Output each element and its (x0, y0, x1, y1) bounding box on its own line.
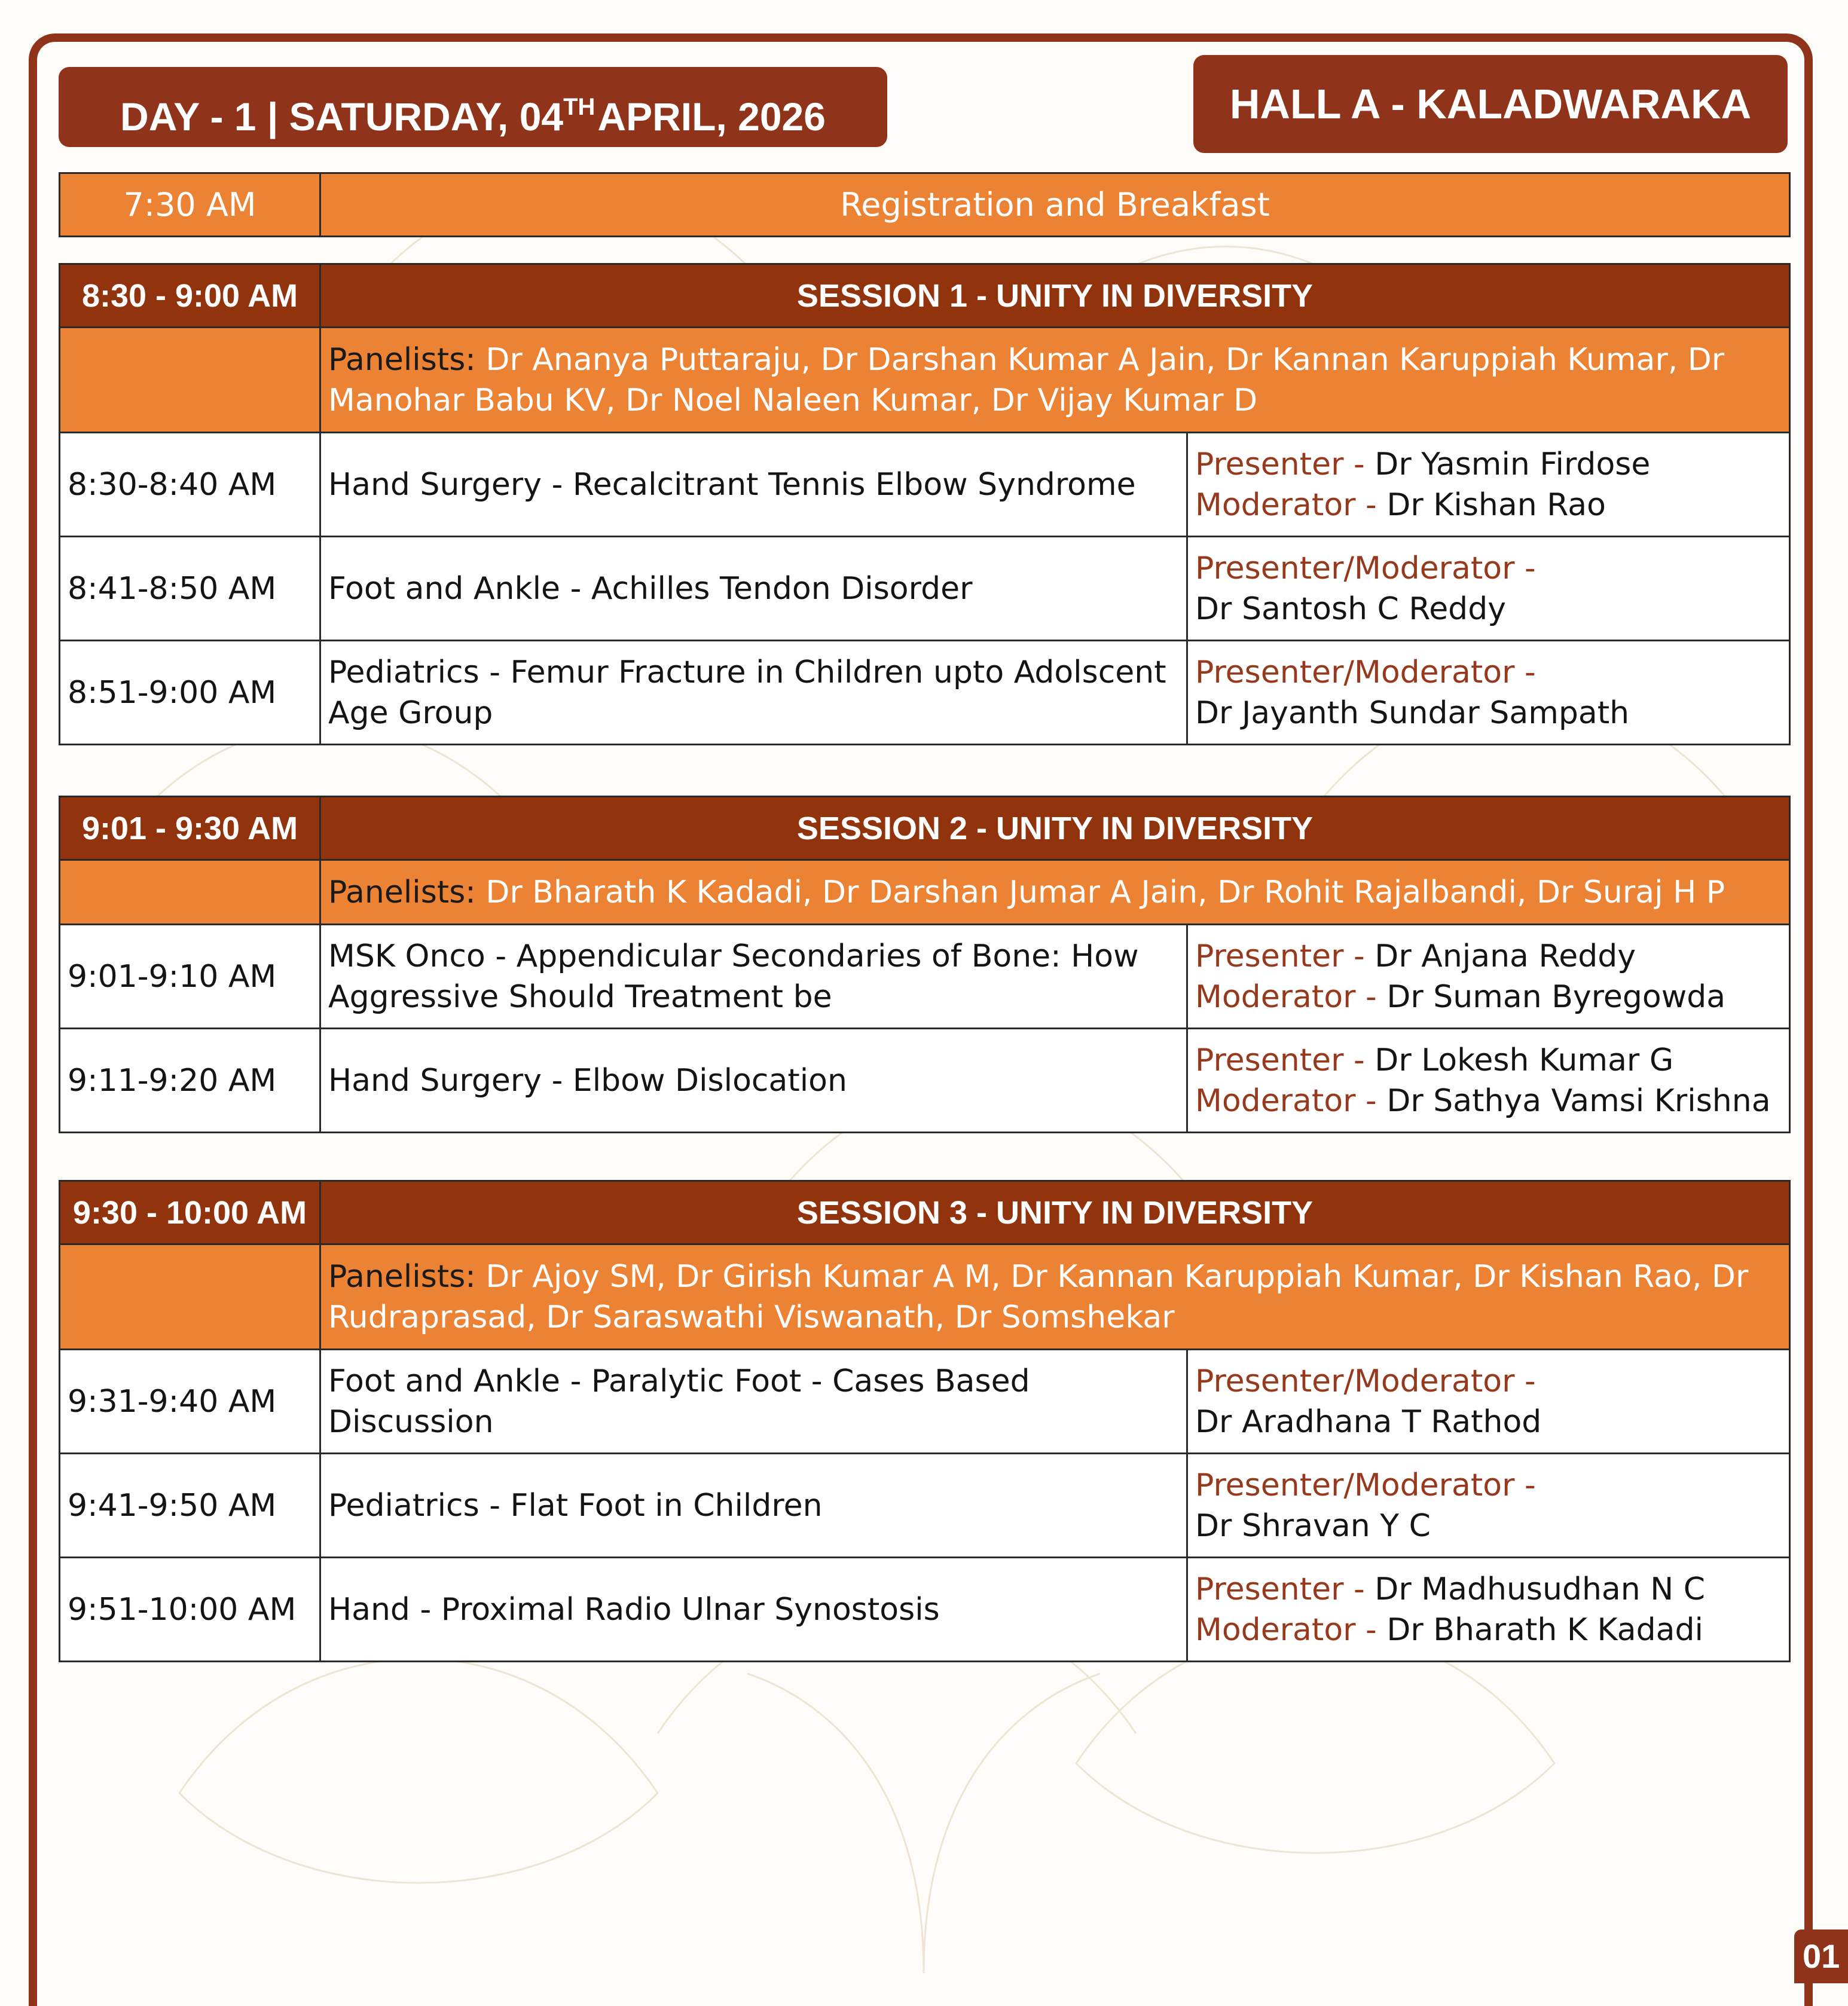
speaker-role: Moderator - (1195, 978, 1387, 1015)
talk-speakers (1187, 641, 1790, 745)
talk-time: 8:30-8:40 AM (60, 433, 320, 537)
panelists-row (60, 1244, 1790, 1350)
hall-banner: HALL A - KALADWARAKA (1193, 55, 1788, 153)
speaker-name: Dr Anjana Reddy (1374, 938, 1636, 974)
session-title: SESSION 2 - UNITY IN DIVERSITY (320, 797, 1790, 860)
registration-table (59, 172, 1791, 237)
talk-row (60, 1029, 1790, 1133)
day-suffix: TH (563, 94, 595, 120)
speaker-role: Presenter/Moderator - (1195, 550, 1536, 586)
speaker-name: Dr Yasmin Firdose (1374, 446, 1651, 482)
panelists-empty-cell (60, 328, 320, 433)
talk-speakers (1187, 925, 1790, 1029)
registration-row (60, 173, 1790, 237)
talk-speakers (1187, 433, 1790, 537)
speaker-role: Presenter - (1195, 446, 1375, 482)
panelists-cell (320, 1244, 1790, 1350)
talk-time: 9:51-10:00 AM (60, 1558, 320, 1662)
registration-label: Registration and Breakfast (320, 173, 1790, 237)
speaker-name: Dr Suman Byregowda (1386, 978, 1726, 1015)
panelists-cell (320, 328, 1790, 433)
speaker-name: Dr Aradhana T Rathod (1195, 1403, 1542, 1440)
talk-time: 9:11-9:20 AM (60, 1029, 320, 1133)
day-banner (59, 67, 887, 147)
speaker-name: Dr Lokesh Kumar G (1374, 1042, 1674, 1078)
talk-row (60, 641, 1790, 745)
panelists-row (60, 860, 1790, 925)
speaker-name: Dr Shravan Y C (1195, 1507, 1431, 1544)
speaker-role: Moderator - (1195, 1611, 1387, 1648)
speaker-role: Presenter - (1195, 1571, 1375, 1607)
talk-row (60, 537, 1790, 641)
panelists-cell (320, 860, 1790, 925)
session-1-table (59, 263, 1791, 745)
talk-speakers (1187, 1029, 1790, 1133)
talk-time: 9:01-9:10 AM (60, 925, 320, 1029)
speaker-role: Presenter/Moderator - (1195, 1467, 1536, 1503)
session-3-table (59, 1180, 1791, 1662)
speaker-name: Dr Madhusudhan N C (1374, 1571, 1705, 1607)
session-title: SESSION 1 - UNITY IN DIVERSITY (320, 264, 1790, 328)
panelists-names: Dr Ananya Puttaraju, Dr Darshan Kumar A Jain, Dr Kannan Karuppiah Kumar, Dr Manohar Babu KV, Dr Noel Naleen Kumar, Dr Vijay Kumar D (328, 341, 1725, 418)
talk-speakers (1187, 1558, 1790, 1662)
session-time: 9:30 - 10:00 AM (60, 1181, 320, 1244)
panelists-empty-cell (60, 860, 320, 925)
talk-row (60, 1350, 1790, 1454)
talk-row (60, 1558, 1790, 1662)
talk-topic: Pediatrics - Flat Foot in Children (320, 1454, 1187, 1558)
panelists-empty-cell (60, 1244, 320, 1350)
speaker-name: Dr Santosh C Reddy (1195, 591, 1506, 627)
speaker-name: Dr Kishan Rao (1386, 487, 1606, 523)
day-text: DAY - 1 | SATURDAY, 04 (120, 94, 564, 139)
speaker-name: Dr Sathya Vamsi Krishna (1386, 1082, 1771, 1119)
panelists-label: Panelists: (328, 1258, 476, 1295)
panelists-names: Dr Bharath K Kadadi, Dr Darshan Jumar A Jain, Dr Rohit Rajalbandi, Dr Suraj H P (485, 874, 1725, 910)
talk-topic: Foot and Ankle - Achilles Tendon Disorder (320, 537, 1187, 641)
talk-time: 8:41-8:50 AM (60, 537, 320, 641)
talk-speakers (1187, 537, 1790, 641)
panelists-names: Dr Ajoy SM, Dr Girish Kumar A M, Dr Kannan Karuppiah Kumar, Dr Kishan Rao, Dr Rudraprasad, Dr Saraswathi Viswanath, Dr Somshekar (328, 1258, 1749, 1335)
speaker-role: Moderator - (1195, 1082, 1387, 1119)
registration-time: 7:30 AM (60, 173, 320, 237)
panelists-label: Panelists: (328, 874, 476, 910)
talk-topic: MSK Onco - Appendicular Secondaries of Bone: How Aggressive Should Treatment be (320, 925, 1187, 1029)
talk-time: 9:31-9:40 AM (60, 1350, 320, 1454)
day-month-year: APRIL, 2026 (597, 94, 826, 139)
talk-row (60, 1454, 1790, 1558)
talk-time: 9:41-9:50 AM (60, 1454, 320, 1558)
session-header (60, 797, 1790, 860)
session-time: 8:30 - 9:00 AM (60, 264, 320, 328)
speaker-name: Dr Bharath K Kadadi (1386, 1611, 1703, 1648)
panelists-row (60, 328, 1790, 433)
speaker-role: Presenter/Moderator - (1195, 1363, 1536, 1399)
talk-topic: Foot and Ankle - Paralytic Foot - Cases Based Discussion (320, 1350, 1187, 1454)
session-header (60, 1181, 1790, 1244)
talk-time: 8:51-9:00 AM (60, 641, 320, 745)
talk-speakers (1187, 1350, 1790, 1454)
session-title: SESSION 3 - UNITY IN DIVERSITY (320, 1181, 1790, 1244)
speaker-role: Presenter/Moderator - (1195, 654, 1536, 690)
panelists-label: Panelists: (328, 341, 476, 378)
talk-speakers (1187, 1454, 1790, 1558)
speaker-role: Presenter - (1195, 1042, 1375, 1078)
speaker-role: Moderator - (1195, 487, 1387, 523)
page-number: 01 (1794, 1929, 1848, 1983)
speaker-role: Presenter - (1195, 938, 1375, 974)
session-header (60, 264, 1790, 328)
talk-row (60, 433, 1790, 537)
session-time: 9:01 - 9:30 AM (60, 797, 320, 860)
talk-topic: Hand - Proximal Radio Ulnar Synostosis (320, 1558, 1187, 1662)
speaker-name: Dr Jayanth Sundar Sampath (1195, 695, 1630, 731)
session-2-table (59, 796, 1791, 1133)
talk-topic: Pediatrics - Femur Fracture in Children upto Adolscent Age Group (320, 641, 1187, 745)
talk-topic: Hand Surgery - Elbow Dislocation (320, 1029, 1187, 1133)
talk-row (60, 925, 1790, 1029)
talk-topic: Hand Surgery - Recalcitrant Tennis Elbow Syndrome (320, 433, 1187, 537)
